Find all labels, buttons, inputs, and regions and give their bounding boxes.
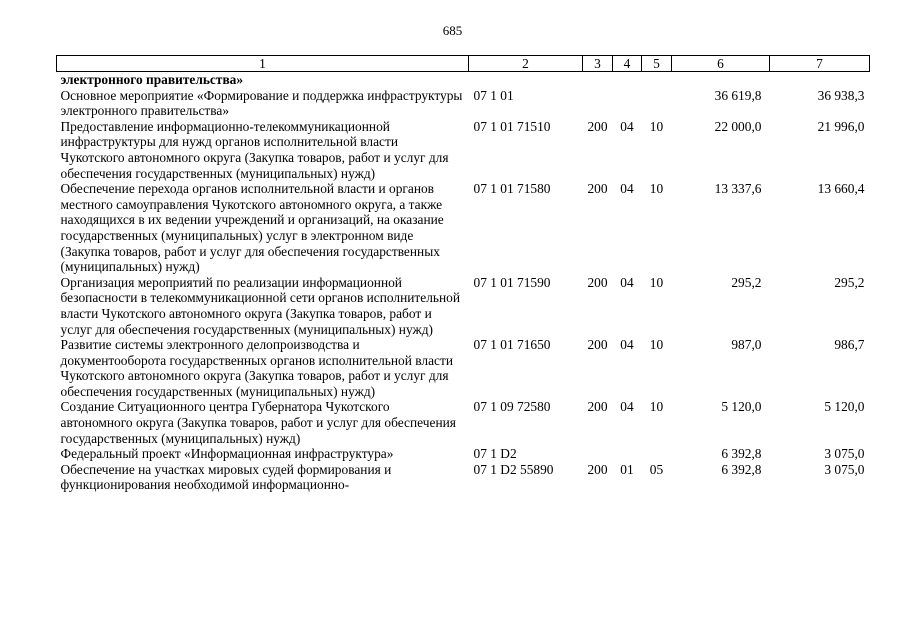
table-row [57,446,870,462]
row-name: Обеспечение на участках мировых судей формирования и функционирования необходимой информационно- [60,461,392,493]
row-col4 [613,72,642,88]
row-col5: 10 [649,181,664,197]
table-row [57,72,870,88]
row-col5: 10 [649,118,664,134]
row-col3: 200 [587,399,608,415]
table-row [57,88,870,119]
row-value-col6: 295,2 [731,274,762,290]
row-col4: 04 [620,399,634,415]
row-value-col6: 6 392,8 [721,461,762,477]
column-header-3: 3 [583,56,613,72]
row-col4: 04 [620,274,634,290]
table-row [57,399,870,446]
row-col5: 05 [649,461,664,477]
row-name: Основное мероприятие «Формирование и поддержка инфраструктуры электронного правительства» [60,87,463,119]
table-row [57,462,870,493]
row-col5 [642,446,672,462]
row-code: 07 1 01 71650 [473,337,551,353]
row-value-col6: 987,0 [731,337,762,353]
column-header-1: 1 [57,56,469,72]
row-code: 07 1 D2 55890 [473,461,554,477]
row-col4: 04 [620,118,634,134]
row-col3 [583,446,613,462]
row-value-col6: 13 337,6 [714,181,762,197]
row-col3: 200 [587,181,608,197]
row-value-col6: 36 619,8 [714,87,762,103]
table-header-row [57,56,870,72]
row-value-col7: 36 938,3 [817,87,865,103]
row-col4 [613,88,642,119]
row-value-col6: 22 000,0 [714,118,762,134]
row-col5: 10 [649,399,664,415]
row-col3: 200 [587,461,608,477]
row-value-col7: 5 120,0 [824,399,865,415]
row-code: 07 1 D2 [473,446,517,462]
column-header-5: 5 [642,56,672,72]
row-code: 07 1 01 71510 [473,118,551,134]
row-value-col6: 6 392,8 [721,446,762,462]
row-col5: 10 [649,337,664,353]
row-name: электронного правительства» [60,72,244,87]
row-code: 07 1 09 72580 [473,399,551,415]
budget-table [56,55,870,493]
table-row [57,337,870,399]
row-name: Федеральный проект «Информационная инфраструктура» [60,446,394,462]
row-name: Развитие системы электронного делопроизводства и документооборота государственных органов исполнительной власти Чукотского автономного округа (Закупка товаров, работ и услуг для обеспечения государственных (муниципальных) нужд) [60,337,453,399]
column-header-4: 4 [613,56,642,72]
column-header-2: 2 [469,56,583,72]
row-col4: 04 [620,337,634,353]
table-row [57,181,870,275]
row-value-col6 [672,72,770,88]
row-code: 07 1 01 71590 [473,274,551,290]
table-row [57,275,870,337]
row-value-col6: 5 120,0 [721,399,762,415]
row-col3: 200 [587,118,608,134]
row-code [469,72,583,88]
row-value-col7: 21 996,0 [817,118,865,134]
row-col5 [642,88,672,119]
row-value-col7 [770,72,870,88]
row-code: 07 1 01 71580 [473,181,551,197]
row-value-col7: 295,2 [834,274,865,290]
row-name: Обеспечение перехода органов исполнительной власти и органов местного самоуправления Чукотского автономного округа, а также находящихся в их ведении учреждений и организаций, на оказание государственных (муниципальных) услуг в электронном виде (Закупка товаров, работ и услуг для обеспечения государственных (муниципальных) нужд) [60,181,444,275]
row-name: Создание Ситуационного центра Губернатора Чукотского автономного округа (Закупка товаров, работ и услуг для обеспечения государственных (муниципальных) нужд) [60,399,456,446]
row-col3: 200 [587,337,608,353]
row-col4: 01 [620,461,634,477]
row-col3 [583,72,613,88]
row-col4: 04 [620,181,634,197]
page-number: 685 [442,23,463,38]
row-col4 [613,446,642,462]
row-value-col7: 3 075,0 [824,461,865,477]
row-value-col7: 986,7 [834,337,865,353]
column-header-7: 7 [770,56,870,72]
table-row [57,119,870,181]
row-name: Предоставление информационно-телекоммуникационной инфраструктуры для нужд органов исполнительной власти Чукотского автономного округа (Закупка товаров, работ и услуг для обеспечения государственных (муниципальных) нужд) [60,118,449,181]
row-col3 [583,88,613,119]
row-col5: 10 [649,274,664,290]
row-value-col7: 13 660,4 [817,181,865,197]
row-name: Организация мероприятий по реализации информационной безопасности в телекоммуникационной сети органов исполнительной власти Чукотского автономного округа (Закупка товаров, работ и услуг для обеспечения государственных (муниципальных) нужд) [60,274,461,337]
row-col5 [642,72,672,88]
column-header-6: 6 [672,56,770,72]
row-value-col7: 3 075,0 [824,446,865,462]
row-code: 07 1 01 [473,87,514,103]
row-col3: 200 [587,274,608,290]
